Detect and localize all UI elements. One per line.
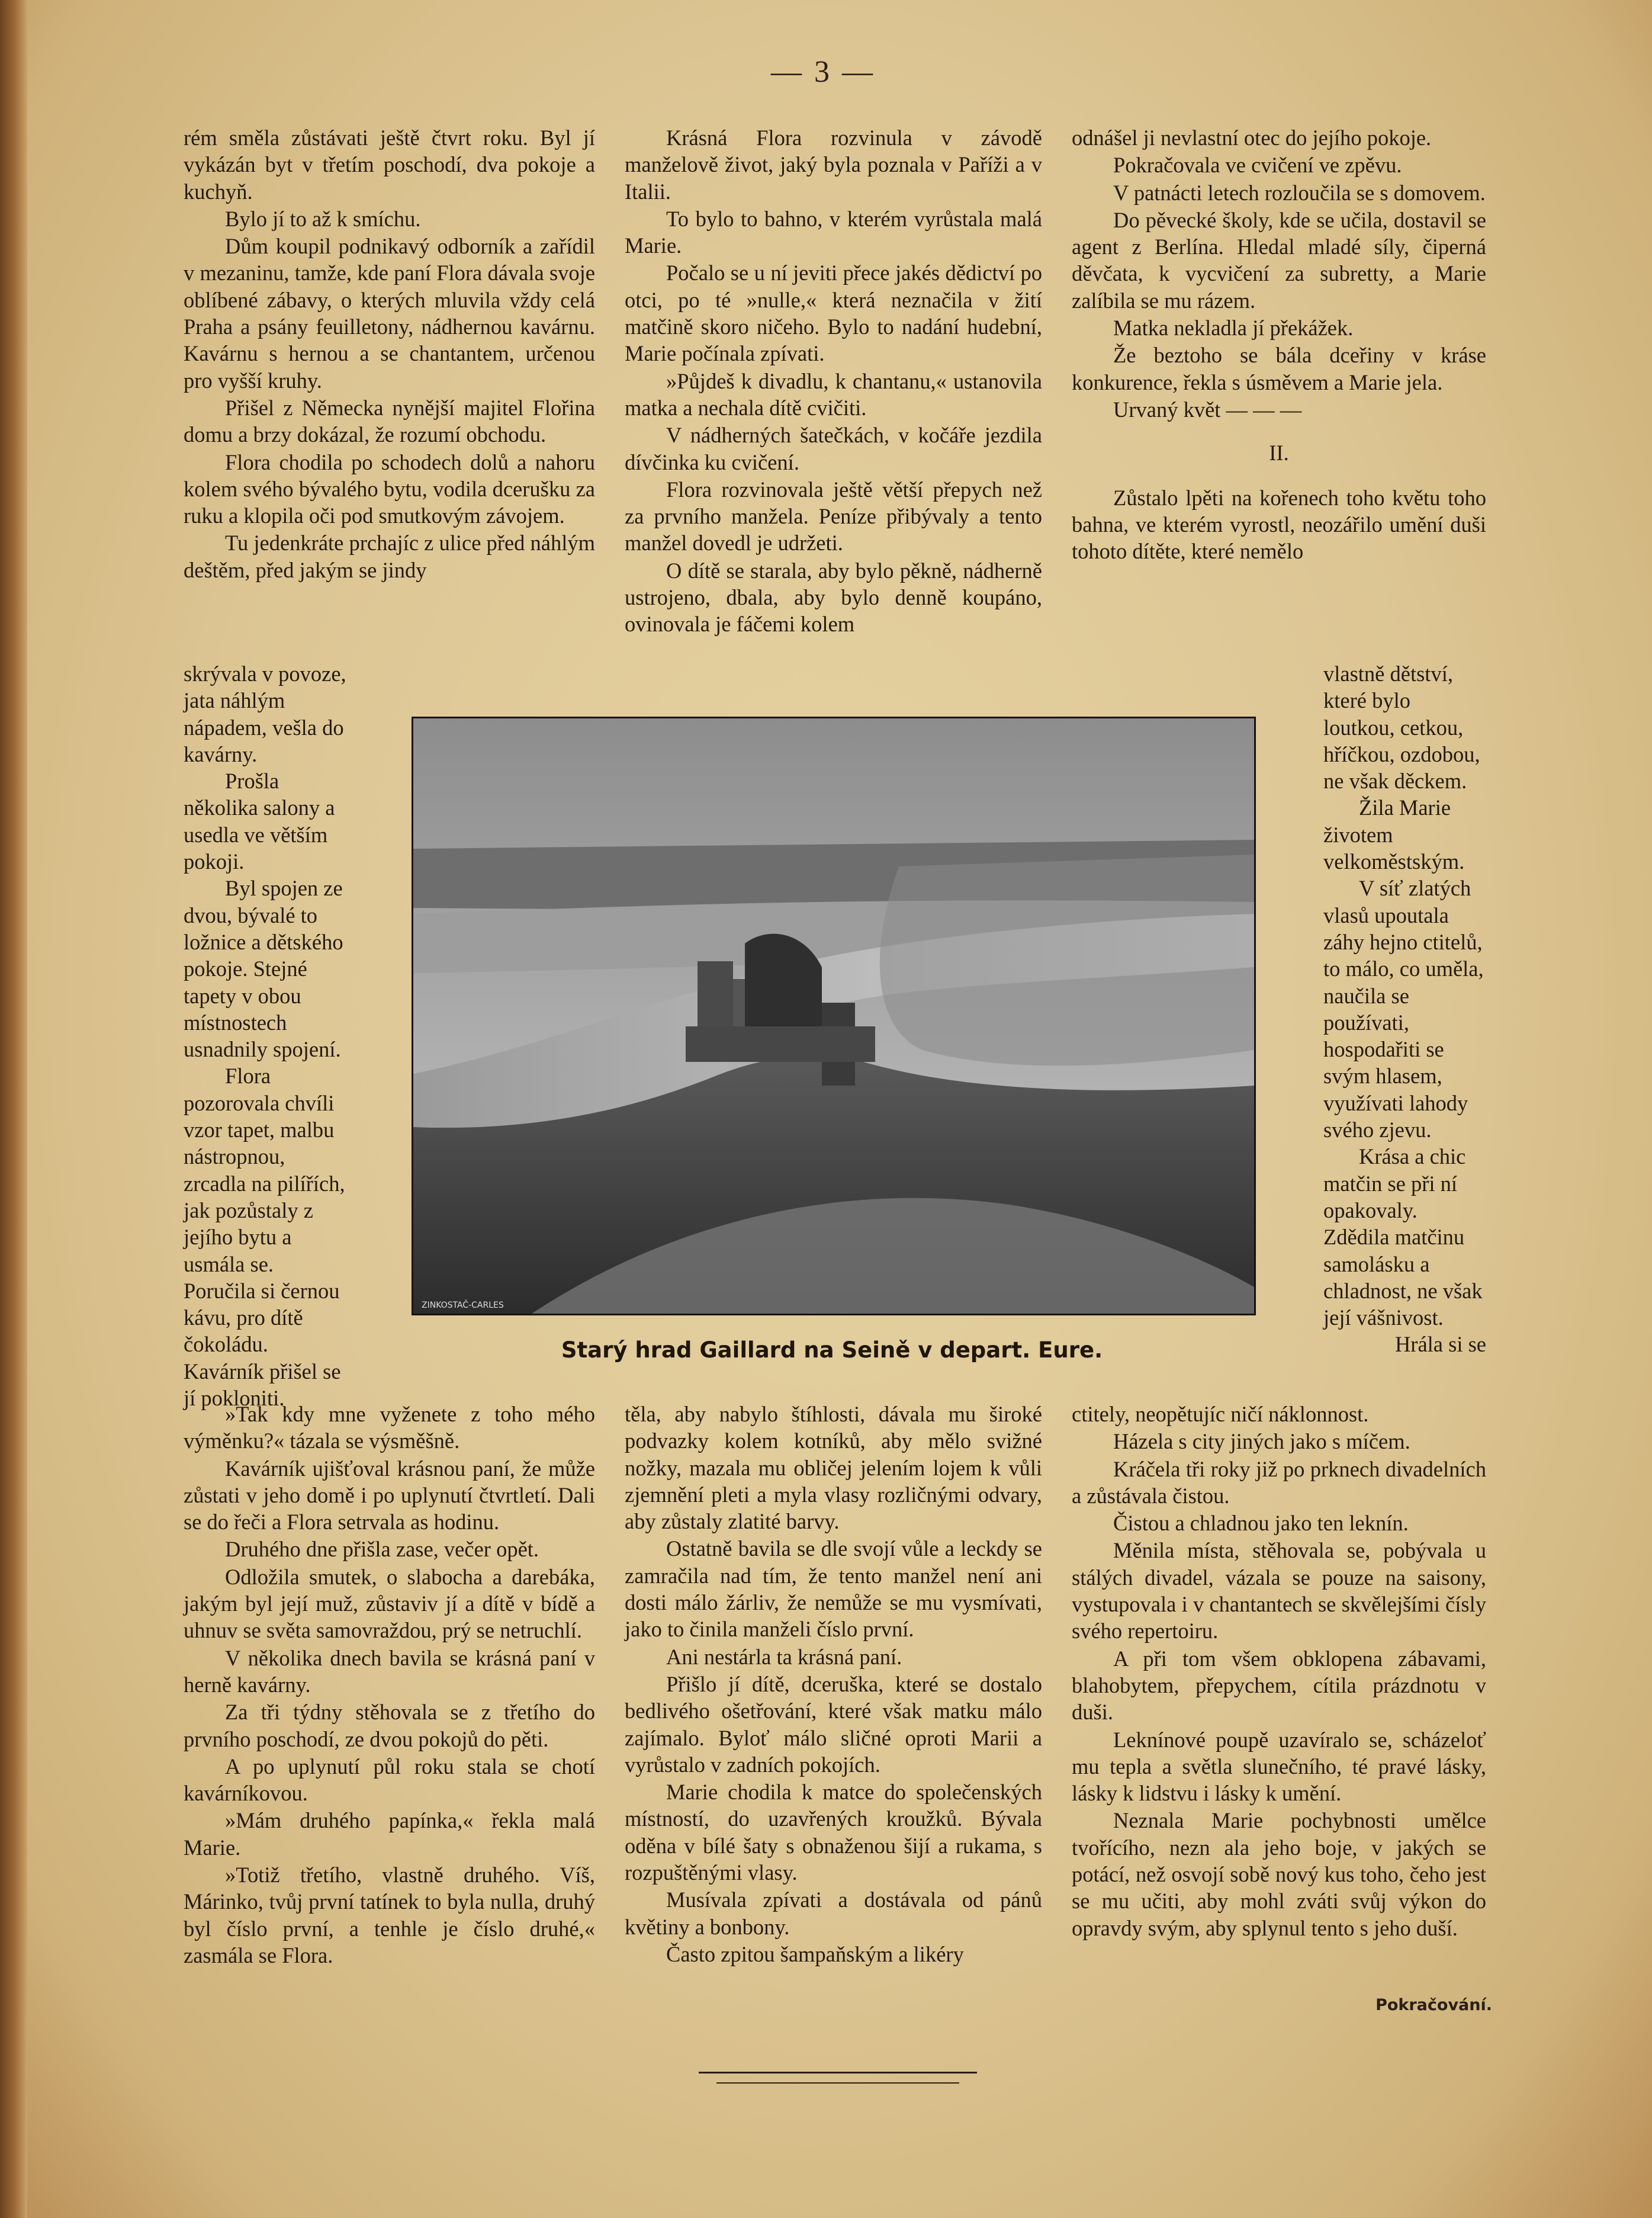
paragraph: Do pěvecké školy, kde se učila, dostavil se agent z Berlína. Hledal mladé síly, čiperná děvčata, k vycvičení za subretty, a Marie zalíbila se mu rázem.: [1072, 207, 1486, 313]
paragraph: Přišlo jí dítě, dceruška, které se dostalo bedlivého ošetřování, které však matku málo zajímalo. Byloť málo sličné oproti Marii a vyrůstalo v zadních pokojích.: [625, 1671, 1042, 1777]
paragraph: odnášel ji nevlastní otec do jejího pokoje.: [1072, 126, 1432, 150]
paragraph: Marie chodila k matce do společenských místností, do uzavřených kroužků. Bývala oděna v bílé šaty s obnaženou šijí a rukama, s rozpuštěnými vlasy.: [625, 1780, 1042, 1885]
paragraph: ctitely, neopětujíc ničí náklonnost.: [1072, 1402, 1369, 1426]
page-number: — 3 —: [771, 55, 875, 89]
paragraph: Krása a chic matčin se při ní opakovaly. Zdědila matčinu samolásku a chladnost, ne však její vášnivost.: [1323, 1144, 1483, 1330]
column-3-narrow: [1323, 660, 1486, 1358]
column-3-bottom: [1072, 1401, 1486, 1942]
column-1-bottom: [184, 1401, 595, 1969]
paragraph: Flora pozorovala chvíli vzor tapet, malbu nástropnou, zrcadla na pilířích, jak pozůstaly z jejího bytu a usmála se. Poručila si černou kávu, pro dítě čokoládu. Kavárník přišel se jí pokloniti.: [184, 1064, 345, 1411]
column-1-top: [184, 124, 595, 584]
paragraph: V patnácti letech rozloučila se s domovem.: [1113, 180, 1486, 205]
paragraph: Musívala zpívati a dostávala od pánů květiny a bonbony.: [625, 1888, 1042, 1939]
paragraph: Čistou a chladnou jako ten leknín.: [1113, 1511, 1409, 1536]
white-cliffs: [880, 855, 1254, 1065]
photo-credit: ZINKOSTAČ-CARLES: [422, 1301, 504, 1310]
column-1-narrow: [184, 660, 346, 1411]
paragraph: Zůstalo lpěti na kořenech toho květu toho bahna, ve kterém vyrostl, neozářilo umění duši tohoto dítěte, které nemělo: [1072, 485, 1486, 564]
paragraph: Ostatně bavila se dle svojí vůle a leckdy se zamračila nad tím, že tento manžel není ani dosti málo žárliv, že nemůže se mu vysmívati, jako to činila manželi číslo první.: [625, 1536, 1042, 1642]
paragraph: A při tom všem obklopena zábavami, blahobytem, přepychem, cítila prázdnotu v duši.: [1072, 1646, 1486, 1725]
paragraph: »Totiž třetího, vlastně druhého. Víš, Márinko, tvůj první tatínek to byla nulla, druhý byl číslo první, a tenhle je číslo druhé,« zasmála se Flora.: [184, 1863, 595, 1967]
paragraph: skrývala v povoze, jata náhlým nápadem, vešla do kavárny.: [184, 662, 346, 766]
paragraph: Byl spojen ze dvou, bývalé to ložnice a dětského pokoje. Stejné tapety v obou místnostech usnadnily spojení.: [184, 876, 343, 1062]
paragraph: To bylo to bahno, v kterém vyrůstala malá Marie.: [625, 206, 1042, 258]
paragraph: Za tři týdny stěhovala se z třetího do prvního poschodí, ze dvou pokojů do pěti.: [184, 1700, 595, 1751]
paragraph: Že beztoho se bála dceřiny v kráse konkurence, řekla s úsměvem a Marie jela.: [1072, 343, 1486, 394]
paragraph: Házela s city jiných jako s míčem.: [1113, 1429, 1410, 1454]
photo-caption: Starý hrad Gaillard na Seině v depart. Eure.: [561, 1337, 1103, 1363]
paragraph: Žila Marie životem velkoměstským.: [1323, 795, 1465, 874]
paragraph: těla, aby nabylo štíhlosti, dávala mu široké podvazky kolem kotníků, aby mělo svižné nožky, mazala mu obličej jelením lojem k vůli zjemnění pleti a myla vlasy rozličnými odvary, aby zůstaly zlatité barvy.: [625, 1402, 1042, 1534]
paragraph: V nádherných šatečkách, v kočáře jezdila dívčinka ku cvičení.: [625, 423, 1042, 474]
paragraph: V síť zlatých vlasů upoutala záhy hejno ctitelů, to málo, co uměla, naučila se používati, hospodařiti se svým hlasem, využívati lahody svého zjevu.: [1323, 876, 1484, 1142]
landscape-illustration: [413, 718, 1254, 1314]
paragraph: Tu jedenkráte prchajíc z ulice před náhlým deštěm, před jakým se jindy: [184, 531, 596, 582]
paragraph: Urvaný květ — — —: [1113, 397, 1302, 422]
column-2-top: [625, 124, 1042, 638]
paragraph: V několika dnech bavila se krásná paní v herně kavárny.: [184, 1645, 595, 1697]
paragraph: Pokračovala ve cvičení ve zpěvu.: [1113, 153, 1402, 178]
paragraph: Odložila smutek, o slabocha a darebáka, jakým byl její muž, zůstaviv jí a dítě v bídě a uhnuv se světa samovraždou, prý se netruchlí.: [184, 1564, 595, 1643]
paragraph: Prošla několika salony a usedla ve větším pokoji.: [184, 769, 335, 874]
paragraph: vlastně dětství, které bylo loutkou, cetkou, hříčkou, ozdobou, ne však děckem.: [1323, 662, 1480, 794]
section-heading: II.: [1269, 441, 1289, 466]
paragraph: Bylo jí to až k smíchu.: [225, 206, 421, 231]
paragraph: Druhého dne přišla zase, večer opět.: [225, 1537, 539, 1562]
paragraph: Flora chodila po schodech dolů a nahoru kolem svého bývalého bytu, vodila dcerušku za ruku a klopila oči pod smutkovým závojem.: [184, 450, 595, 528]
paragraph: Ani nestárla ta krásná paní.: [666, 1644, 902, 1669]
paragraph: O dítě se starala, aby bylo pěkně, nádherně ustrojeno, dbala, aby bylo denně koupáno, ovinovala je fáčemi kolem: [625, 558, 1042, 637]
paragraph: A po uplynutí půl roku stala se chotí kavárníkovou.: [184, 1754, 595, 1806]
binding-edge: [0, 0, 27, 2218]
column-2-bottom: [625, 1401, 1042, 1968]
column-3-top: [1072, 124, 1486, 565]
photo-chateau-gaillard: [412, 717, 1256, 1315]
continued-note: Pokračování.: [1375, 1996, 1492, 2014]
paragraph: Krásná Flora rozvinula v závodě manželově život, jaký byla poznala v Paříži a v Italii.: [625, 126, 1042, 204]
paragraph: Neznala Marie pochybnosti umělce tvořícího, nezn ala jeho boje, v jakých se potácí, než osvojí sobě nový kus toho, čeho jest se mu učiti, aby mohl zváti svůj výkon do opravdy svým, aby splynul tento s jeho duší.: [1072, 1808, 1486, 1940]
paragraph: »Tak kdy mne vyženete z toho mého výměnku?« tázala se výsměšně.: [184, 1402, 595, 1453]
paragraph: Flora rozvinovala ještě větší přepych než za prvního manžela. Peníze přibývaly a tento manžel dovedl je udržeti.: [625, 477, 1042, 556]
separator-rule: [699, 2072, 977, 2073]
paragraph: Často zpitou šampaňským a likéry: [666, 1941, 964, 1966]
paragraph: Měnila místa, stěhovala se, pobývala u stálých divadel, vázala se pouze na saisony, vystupovala i v chantantech se skvělejšími čísly svého repertoiru.: [1072, 1538, 1486, 1644]
paragraph: rém směla zůstávati ještě čtvrt roku. Byl jí vykázán byt v třetím poschodí, dva pokoje a kuchyň.: [184, 126, 595, 204]
separator-rule: [716, 2082, 959, 2084]
paragraph: »Mám druhého papínka,« řekla malá Marie.: [184, 1808, 595, 1860]
paragraph: Přišel z Německa nynější majitel Flořina domu a brzy dokázal, že rozumí obchodu.: [184, 395, 595, 447]
paragraph: Dům koupil podnikavý odborník a zařídil v mezaninu, tamže, kde paní Flora dávala svoje oblíbené zábavy, o kterých mluvila vždy celá Praha a psány feuilletony, nádhernou kavárnu. Kavárnu s hernou a se chantantem, určenou pro vyšší kruhy.: [184, 234, 595, 393]
paragraph: Počalo se u ní jeviti přece jakés dědictví po otci, po té »nulle,« která neznačila v žití matčině skoro ničeho. Bylo to nadání hudební, Marie počínala zpívati.: [625, 261, 1042, 366]
paragraph: Kráčela tři roky již po prknech divadelních a zůstávala čistou.: [1072, 1456, 1486, 1508]
paragraph: Leknínové poupě uzavíralo se, scházeloť mu tepla a světla slunečního, té pravé lásky, lásky k lidstvu i lásky k umění.: [1072, 1727, 1486, 1806]
paragraph: »Půjdeš k divadlu, k chantanu,« ustanovila matka a nechala dítě cvičiti.: [625, 368, 1042, 420]
paragraph: Hrála si se: [1394, 1332, 1486, 1357]
paragraph: Matka nekladla jí překážek.: [1113, 316, 1354, 341]
paragraph: Kavárník ujišťoval krásnou paní, že může zůstati v jeho domě i po uplynutí čtvrtletí. Dali se do řeči a Flora setrvala as hodinu.: [184, 1456, 595, 1535]
